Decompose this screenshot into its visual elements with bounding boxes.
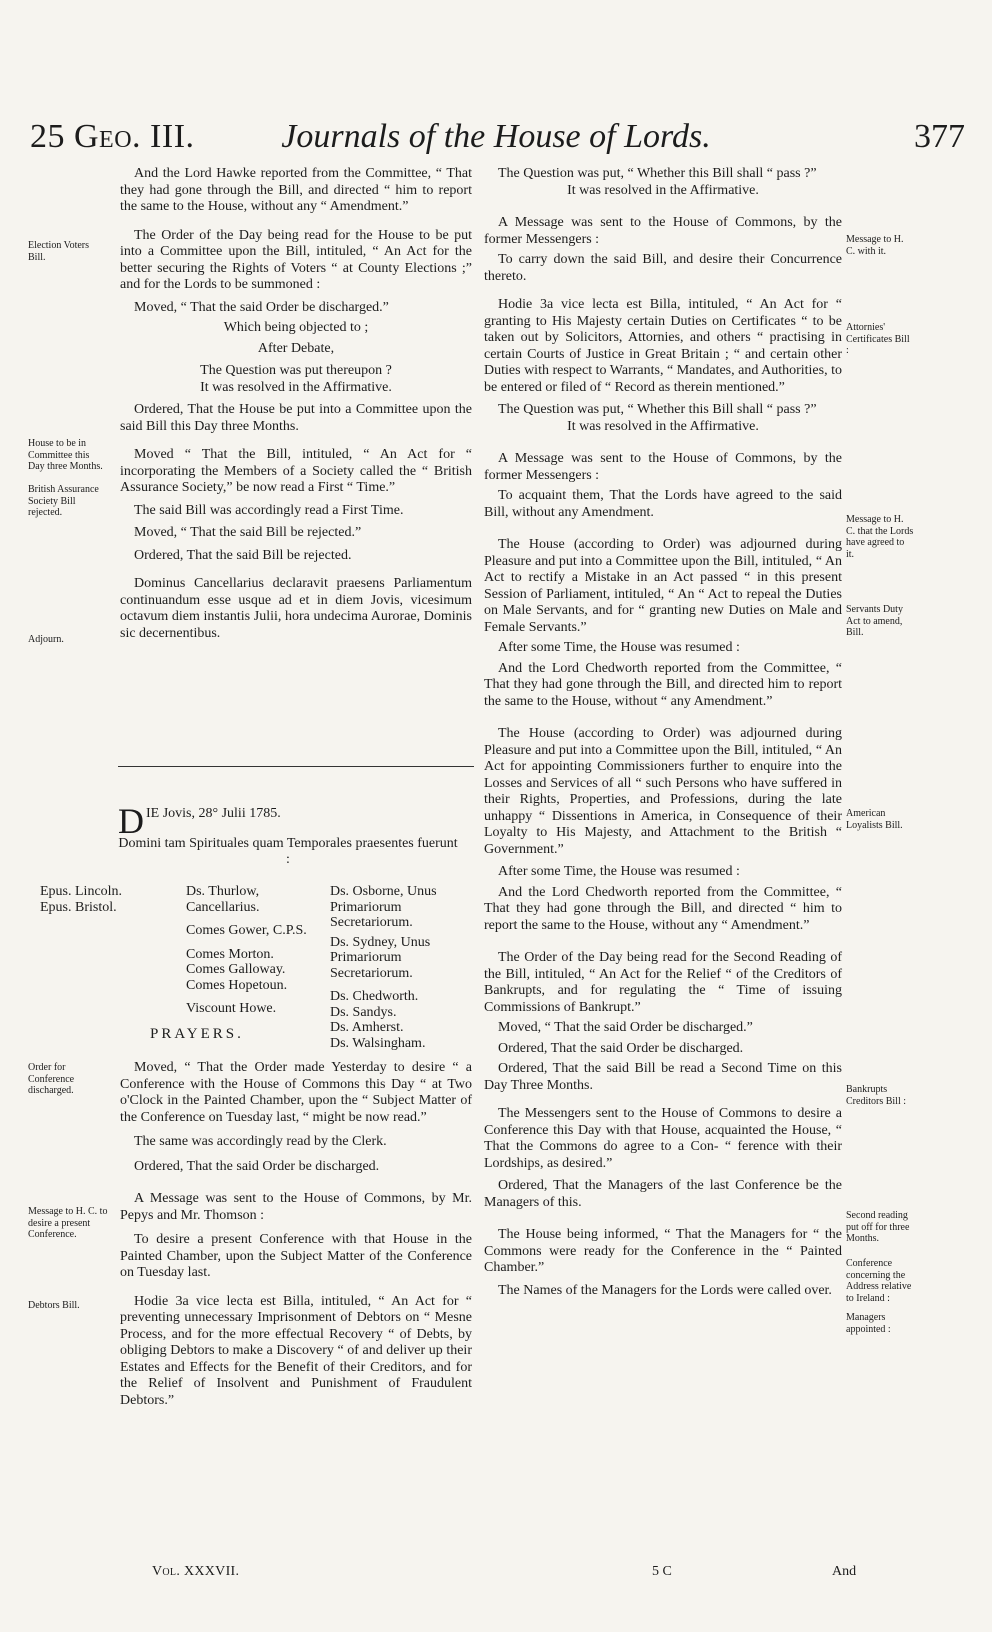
lord-name: Ds. Thurlow, Cancellarius. <box>186 884 260 915</box>
paragraph: The Question was put thereupon ? <box>200 363 392 378</box>
margin-note-managers: Managers appointed : <box>846 1312 891 1335</box>
margin-note-attornies: Attornies' Certificates Bill : <box>846 322 910 356</box>
paragraph: Ordered, That the Managers of the last Conference be the Managers of this. <box>484 1178 842 1210</box>
paragraph: Moved, “ That the Order made Yesterday to desire “ a Conference with the House of Commons this Day “ at Two o'Clock in the Painted Chamber, upon the “ Subject Matter of the Conference on Tuesday last, “ might be now read.” <box>120 1060 472 1125</box>
paragraph: The House (according to Order) was adjourned during Pleasure and put into a Committee upon the Bill, intituled, “ An Act for appointing Commissioners further to enquire into the Losses and Services of all “ such Persons who have suffered in their Rights, Properties, and Professions, during the late unhappy “ Dissentions in America, in Consequence of their Loyalty to His Majesty, and Attachment to the British “ Government.” <box>484 726 842 857</box>
lord-name: Ds. Chedworth. <box>330 989 419 1004</box>
paragraph: Ordered, That the said Bill be read a Second Time on this Day Three Months. <box>484 1061 842 1093</box>
lord-name: Ds. Amherst. <box>330 1020 404 1035</box>
margin-note-servants-duty: Servants Duty Act to amend, Bill. <box>846 604 903 638</box>
lord-name: Epus. Lincoln. <box>40 884 123 899</box>
paragraph: The said Bill was accordingly read a First Time. <box>134 502 404 518</box>
paragraph: It was resolved in the Affirmative. <box>567 418 759 434</box>
lords-middle-list <box>186 884 326 1017</box>
paragraph: The House being informed, “ That the Managers for “ the Commons were ready for the Conference in the “ Painted Chamber.” <box>484 1227 842 1275</box>
paragraph: A Message was sent to the House of Commons, by Mr. Pepys and Mr. Thomson : <box>120 1191 472 1223</box>
signature-mark: 5 C <box>652 1564 672 1579</box>
paragraph: Moved “ That the Bill, intituled, “ An Act for “ incorporating the Members of a Society called the “ British Assurance Society,” be now read a First “ Time.” <box>120 447 472 495</box>
paragraph: Hodie 3a vice lecta est Billa, intituled, “ An Act for “ preventing unnecessary Imprisonment of Debtors on “ Mesne Process, and for the more effectual Recovery “ of Debts, by obliging Debtors to make a Discovery “ of and deliver up their Estates and Effects for the Benefit of their Creditors, and for the Relief of Insolvent and Punishment of Fraudulent Debtors.” <box>120 1293 472 1408</box>
right-column <box>484 166 842 1299</box>
paragraph: To carry down the said Bill, and desire their Concurrence thereto. <box>484 252 842 284</box>
lord-name: Ds. Sydney, Unus Primariorum Secretariorum. <box>330 934 431 981</box>
lord-name: Ds. Sandys. <box>330 1004 397 1020</box>
paragraph: Ordered, That the said Bill be rejected. <box>134 547 352 563</box>
margin-note-order-discharged: Order for Conference discharged. <box>28 1062 75 1096</box>
paragraph: Moved, “ That the said Order be discharged.” <box>498 1020 753 1035</box>
lord-name: Comes Gower, C.P.S. <box>186 923 307 938</box>
paragraph: The Messengers sent to the House of Commons to desire a Conference this Day with that House, acquainted the House, “ That the Commons do agree to a Con- “ ference with their Lordships, as desired.” <box>484 1106 842 1171</box>
margin-note-message-conference: Message to H. C. to desire a present Conference. <box>28 1206 108 1240</box>
paragraph: Moved, “ That the said Order be discharged.” <box>134 299 389 315</box>
paragraph: The House (according to Order) was adjourned during Pleasure and put into a Committee upon the Bill, intituled, “ An Act to rectify a Mistake in an Act passed “ in this present Session of Parliament, intituled, “ An “ Act to repeal the Duties on Male Servants, and for “ granting new Duties on Male and Female Servants.” <box>484 537 842 635</box>
margin-note-adjourn: Adjourn. <box>28 634 64 645</box>
present-line: Domini tam Spirituales quam Temporales praesentes fuerunt : <box>118 836 458 867</box>
lords-right-list <box>330 884 470 1051</box>
lord-name: Comes Galloway. <box>186 962 286 977</box>
lord-name: Epus. Bristol. <box>40 899 117 915</box>
page-number: 377 <box>914 118 965 155</box>
sitting-date <box>118 801 458 868</box>
paragraph: Ordered, That the said Order be discharged. <box>498 1040 744 1056</box>
paragraph: And the Lord Hawke reported from the Committee, “ That they had gone through the Bill, and directed “ him to report the same to the House, without any “ Amendment.” <box>120 166 472 214</box>
left-column-top <box>120 166 472 642</box>
left-column-bottom <box>120 1060 472 1409</box>
margin-note-british-assurance: British Assurance Society Bill rejected. <box>28 484 99 518</box>
lord-name: Viscount Howe. <box>186 1001 277 1016</box>
dropcap: D <box>118 801 144 841</box>
margin-note-debtors-bill: Debtors Bill. <box>28 1300 80 1311</box>
paragraph: The Question was put, “ Whether this Bill shall “ pass ?” <box>498 166 817 181</box>
paragraph: The Order of the Day being read for the House to be put into a Committee upon the Bill, intituled, “ An Act for the better securing the Rights of Voters “ at County Elections ;” and for the Lords to be summoned : <box>120 227 472 292</box>
lord-name: Ds. Walsingham. <box>330 1035 426 1051</box>
bishops-list <box>40 884 150 915</box>
margin-note-bankrupts: Bankrupts Creditors Bill : <box>846 1084 906 1107</box>
paragraph: It was resolved in the Affirmative. <box>567 182 759 198</box>
margin-note-american-loyalists: American Loyalists Bill. <box>846 808 903 831</box>
paragraph: To acquaint them, That the Lords have agreed to the said Bill, without any Amendment. <box>484 488 842 520</box>
paragraph: The Order of the Day being read for the Second Reading of the Bill, intituled, “ An Act for the Relief “ of the Creditors of Bankrupts, and for regulating the “ Time of issuing Commissions of Bankrupt.” <box>484 950 842 1015</box>
paragraph: After Debate, <box>257 340 335 356</box>
catchword: And <box>832 1564 857 1579</box>
paragraph: The same was accordingly read by the Clerk. <box>134 1134 387 1149</box>
margin-note-committee-three-months: House to be in Committee this Day three Months. <box>28 438 103 472</box>
lord-name: Ds. Osborne, Unus Primariorum Secretariorum. <box>330 884 437 930</box>
margin-note-conference-ireland: Conference concerning the Address relative to Ireland : <box>846 1258 912 1304</box>
running-head-regnal-year: 25 Geo. III. <box>30 118 195 155</box>
paragraph: And the Lord Chedworth reported from the Committee, “ That they had gone through the Bill, and directed him to report the same to the House, without “ any Amendment.” <box>484 660 842 709</box>
running-head-title: Journals of the House of Lords. <box>281 118 711 155</box>
paragraph: And the Lord Chedworth reported from the Committee, “ That they had gone through the Bill, and directed “ him to report the same to the House, without any “ Amendment.” <box>484 884 842 933</box>
paragraph: It was resolved in the Affirmative. <box>200 379 392 395</box>
lord-name: Comes Hopetoun. <box>186 977 288 993</box>
paragraph: The Question was put, “ Whether this Bill shall “ pass ?” <box>498 402 817 417</box>
paragraph: The Names of the Managers for the Lords were called over. <box>498 1282 832 1298</box>
paragraph: After some Time, the House was resumed : <box>498 640 740 655</box>
paragraph: Hodie 3a vice lecta est Billa, intituled, “ An Act for “ granting to His Majesty certain Duties on Certificates “ to be taken out by Solicitors, Attornies, and others “ practising in certain Courts of Justice in Great Britain ; “ and certain other Duties with respect to Warrants, “ Mandates, and Authorities, to be entered or filed of “ Record as therein mentioned.” <box>484 297 842 395</box>
volume-mark: Vol. XXXVII. <box>152 1564 240 1579</box>
paragraph: Which being objected to ; <box>223 320 369 335</box>
margin-note-second-reading: Second reading put off for three Months. <box>846 1210 910 1244</box>
margin-note-message-with-it: Message to H. C. with it. <box>846 234 904 257</box>
paragraph: A Message was sent to the House of Commons, by the former Messengers : <box>484 215 842 247</box>
date-text: IE Jovis, 28° Julii 1785. <box>146 806 281 821</box>
paragraph: Dominus Cancellarius declaravit praesens Parliamentum continuandum esse usque ad et in diem Jovis, vicesimum octavum diem instantis Julii, hora undecima Aurorae, Dominis sic decernentibus. <box>120 576 472 641</box>
paragraph: To desire a present Conference with that House in the Painted Chamber, upon the Subject Matter of the Conference on Tuesday last. <box>120 1232 472 1280</box>
paragraph: Ordered, That the House be put into a Committee upon the said Bill this Day three Months. <box>120 402 472 434</box>
paragraph: Moved, “ That the said Bill be rejected.” <box>134 525 362 540</box>
prayers-heading: PRAYERS. <box>150 1026 244 1042</box>
margin-note-lords-agreed: Message to H. C. that the Lords have agreed to it. <box>846 514 914 560</box>
paragraph: Ordered, That the said Order be discharged. <box>134 1158 380 1174</box>
margin-note-election-voters: Election Voters Bill. <box>28 240 90 263</box>
paragraph: After some Time, the House was resumed : <box>498 864 740 879</box>
paragraph: A Message was sent to the House of Commons, by the former Messengers : <box>484 451 842 483</box>
lord-name: Comes Morton. <box>186 946 274 962</box>
section-rule <box>118 766 474 767</box>
